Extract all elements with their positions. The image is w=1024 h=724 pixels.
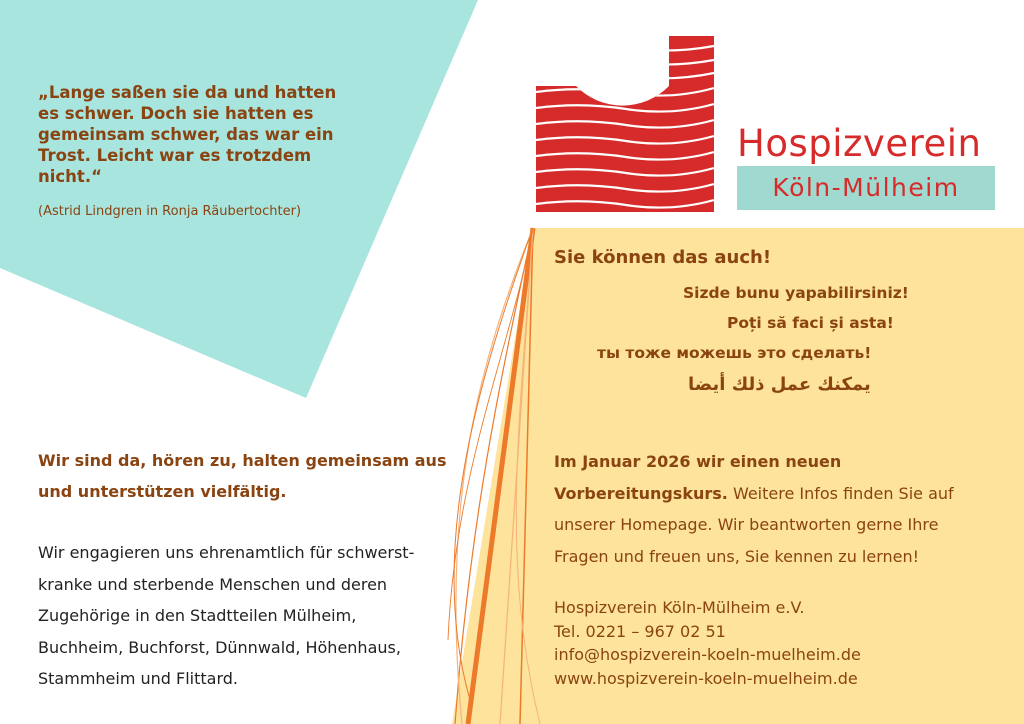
- lead-text: Wir sind da, hören zu, halten gemeinsam aus und unterstützen vielfältig.: [38, 451, 447, 501]
- contact-org: Hospizverein Köln-Mülheim e.V.: [554, 598, 805, 617]
- org-name: Hospizverein: [737, 122, 982, 165]
- contact-phone: Tel. 0221 – 967 02 51: [554, 621, 726, 641]
- teal-triangle: [0, 0, 478, 398]
- org-city: Köln-Mülheim: [737, 166, 995, 210]
- course-info-rest: Weitere Infos finden Sie auf unserer Homepage. Wir beantworten gerne Ihre Fragen und freuen uns, Sie kennen zu lernen!: [554, 483, 954, 566]
- quote-text: „Lange saßen sie da und hatten es schwer. Doch sie hatten es gemeinsam schwer, das war ein Trost. Leicht war es trotzdem nicht.“: [38, 83, 337, 186]
- heading-german: Sie können das auch!: [554, 247, 772, 268]
- wave-bars-logo-icon: [536, 36, 714, 212]
- contact-website[interactable]: www.hospizverein-koeln-muelheim.de: [554, 668, 858, 688]
- heading-romanian: Poți să faci și asta!: [727, 314, 894, 332]
- contact-email[interactable]: info@hospizverein-koeln-muelheim.de: [554, 645, 861, 664]
- heading-russian: ты тоже можешь это сделать!: [597, 344, 872, 362]
- heading-turkish: Sizde bunu yapabilirsiniz!: [683, 284, 909, 302]
- course-info-bold: Im Januar 2026 wir einen neuen Vorbereitungskurs.: [554, 452, 842, 503]
- contact-block: [554, 596, 994, 690]
- quote-source: (Astrid Lindgren in Ronja Räubertochter): [38, 204, 302, 219]
- course-info: [554, 446, 994, 572]
- heading-arabic: يمكنك عمل ذلك أيضا: [688, 374, 871, 395]
- body-text: Wir engagieren uns ehrenamtlich für schwerst- kranke und sterbende Menschen und deren Zugehörige in den Stadtteilen Mülheim, Buchheim, Buchforst, Dünnwald, Höhenhaus, Stammheim und Flittard.: [38, 543, 415, 688]
